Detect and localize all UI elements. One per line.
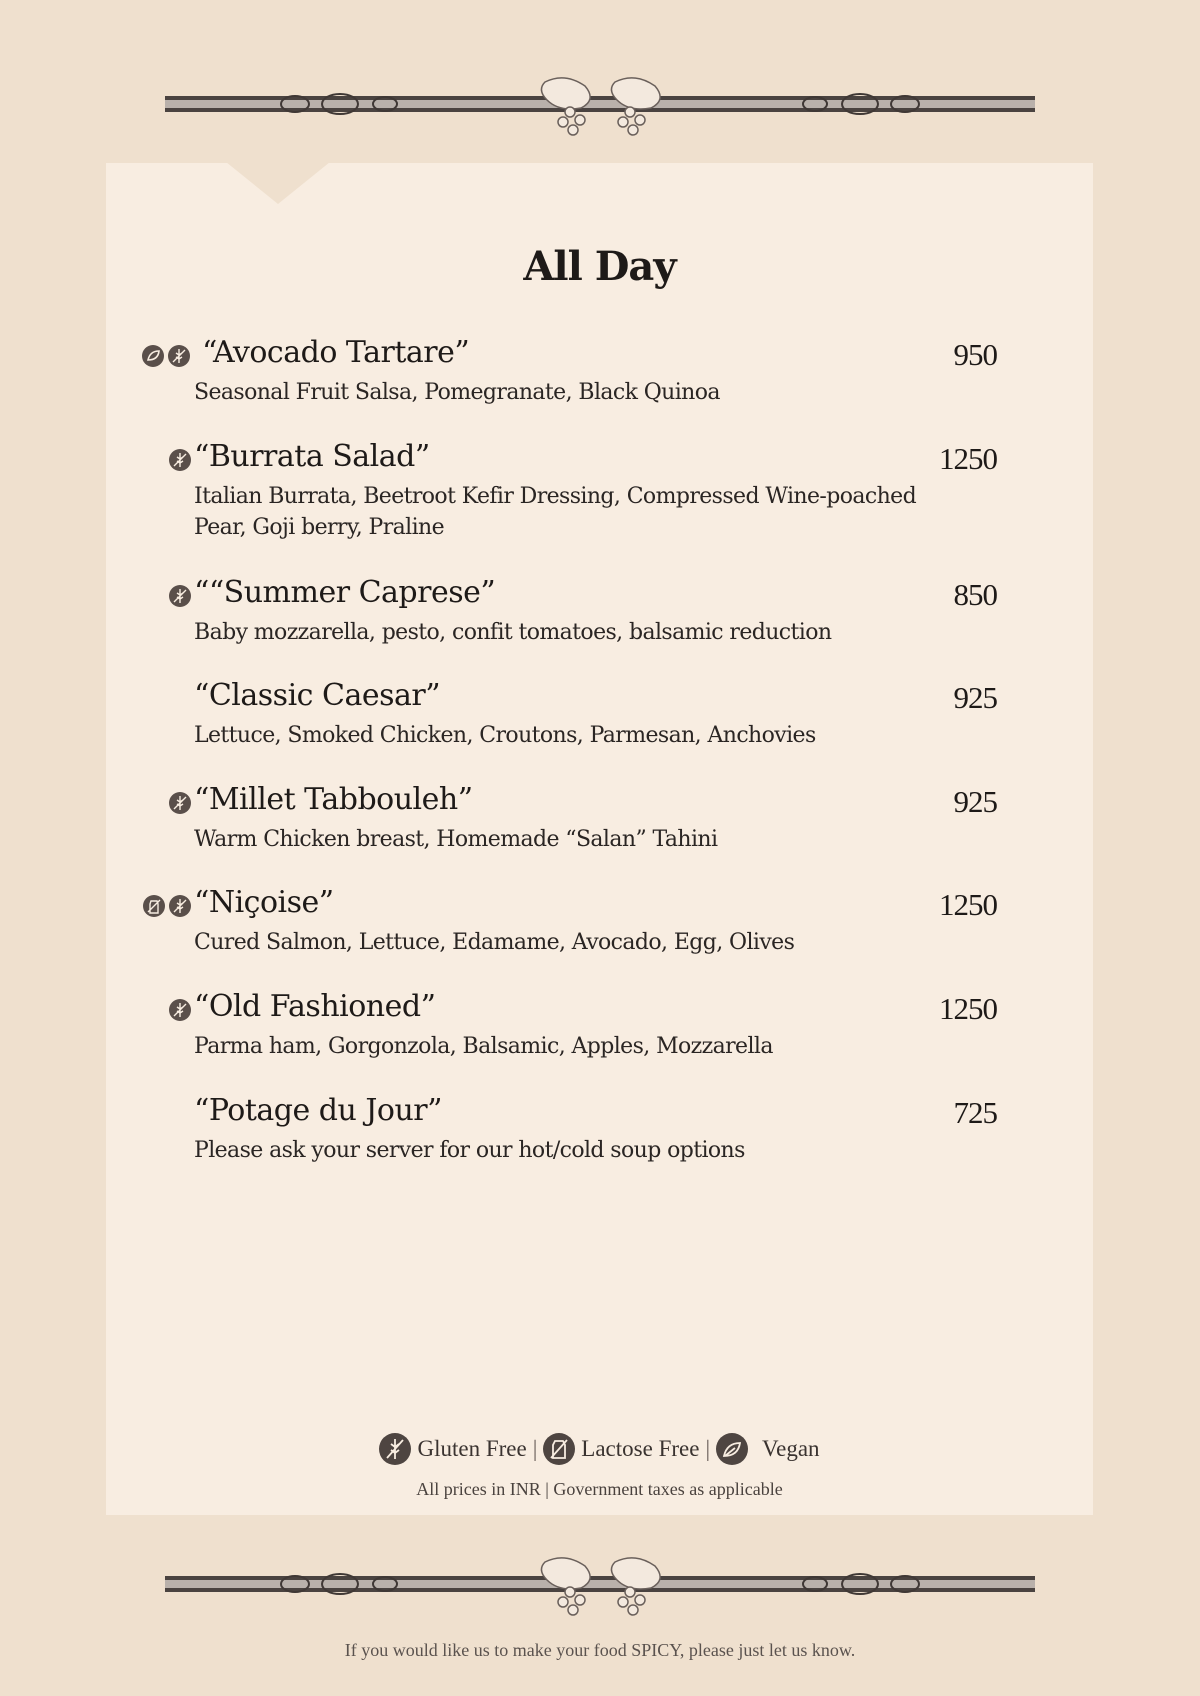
item-name: “Old Fashioned” bbox=[194, 989, 436, 1024]
item-name: “Classic Caesar” bbox=[194, 678, 441, 713]
vegan-icon bbox=[142, 345, 164, 367]
item-name: “Potage du Jour” bbox=[194, 1093, 442, 1128]
ornamental-border-top bbox=[165, 72, 1035, 136]
page-title: All Day bbox=[523, 243, 676, 290]
item-badges bbox=[169, 792, 191, 816]
item-description: Cured Salmon, Lettuce, Edamame, Avocado, Egg, Olives bbox=[194, 930, 795, 955]
spicy-note: If you would like us to make your food SPICY, please just let us know. bbox=[344, 1640, 856, 1660]
item-description: Please ask your server for our hot/cold soup options bbox=[194, 1138, 745, 1163]
item-price: 1250 bbox=[939, 991, 997, 1026]
item-badges bbox=[143, 895, 191, 919]
item-badges bbox=[142, 345, 190, 369]
item-description: Seasonal Fruit Salsa, Pomegranate, Black Quinoa bbox=[194, 380, 720, 405]
item-description: Baby mozzarella, pesto, confit tomatoes, balsamic reduction bbox=[194, 620, 832, 645]
item-description: Italian Burrata, Beetroot Kefir Dressing, Compressed Wine-poached Pear, Goji berry, Praline bbox=[194, 484, 917, 540]
item-description: Warm Chicken breast, Homemade “Salan” Tahini bbox=[194, 827, 718, 852]
item-price: 850 bbox=[953, 577, 997, 612]
lactose-free-icon bbox=[143, 895, 165, 917]
item-name: “Niçoise” bbox=[194, 885, 334, 920]
item-price: 925 bbox=[953, 680, 997, 715]
item-name: “Millet Tabbouleh” bbox=[194, 782, 473, 817]
legend-label: Lactose Free bbox=[581, 1436, 700, 1461]
item-price: 725 bbox=[953, 1095, 997, 1130]
dietary-legend bbox=[106, 1433, 1093, 1465]
item-price: 1250 bbox=[939, 441, 997, 476]
item-badges bbox=[169, 449, 191, 473]
legend-vegan bbox=[716, 1433, 819, 1465]
gluten-free-icon bbox=[169, 585, 191, 607]
legend-separator: | bbox=[532, 1436, 538, 1461]
vegan-icon bbox=[716, 1433, 748, 1465]
item-badges bbox=[169, 585, 191, 609]
legend-label: Gluten Free bbox=[417, 1436, 527, 1461]
legend-lactose-free bbox=[543, 1433, 699, 1465]
card-notch bbox=[226, 162, 330, 204]
item-name: “Burrata Salad” bbox=[194, 439, 430, 474]
legend-label: Vegan bbox=[762, 1436, 820, 1461]
item-name: ““Summer Caprese” bbox=[194, 575, 496, 610]
price-note: All prices in INR | Government taxes as applicable bbox=[416, 1479, 783, 1499]
item-price: 1250 bbox=[939, 887, 997, 922]
legend-gluten-free bbox=[379, 1433, 526, 1465]
item-name: “Avocado Tartare” bbox=[202, 335, 470, 370]
ornamental-border-bottom bbox=[165, 1552, 1035, 1616]
gluten-free-icon bbox=[379, 1433, 411, 1465]
gluten-free-icon bbox=[169, 895, 191, 917]
gluten-free-icon bbox=[168, 345, 190, 367]
item-price: 925 bbox=[953, 784, 997, 819]
gluten-free-icon bbox=[169, 792, 191, 814]
lactose-free-icon bbox=[543, 1433, 575, 1465]
menu-card bbox=[106, 163, 1093, 1515]
item-badges bbox=[169, 999, 191, 1023]
item-price: 950 bbox=[953, 337, 997, 372]
gluten-free-icon bbox=[169, 999, 191, 1021]
gluten-free-icon bbox=[169, 449, 191, 471]
item-description: Lettuce, Smoked Chicken, Croutons, Parmesan, Anchovies bbox=[194, 723, 816, 748]
legend-separator: | bbox=[705, 1436, 711, 1461]
item-description: Parma ham, Gorgonzola, Balsamic, Apples, Mozzarella bbox=[194, 1034, 773, 1059]
